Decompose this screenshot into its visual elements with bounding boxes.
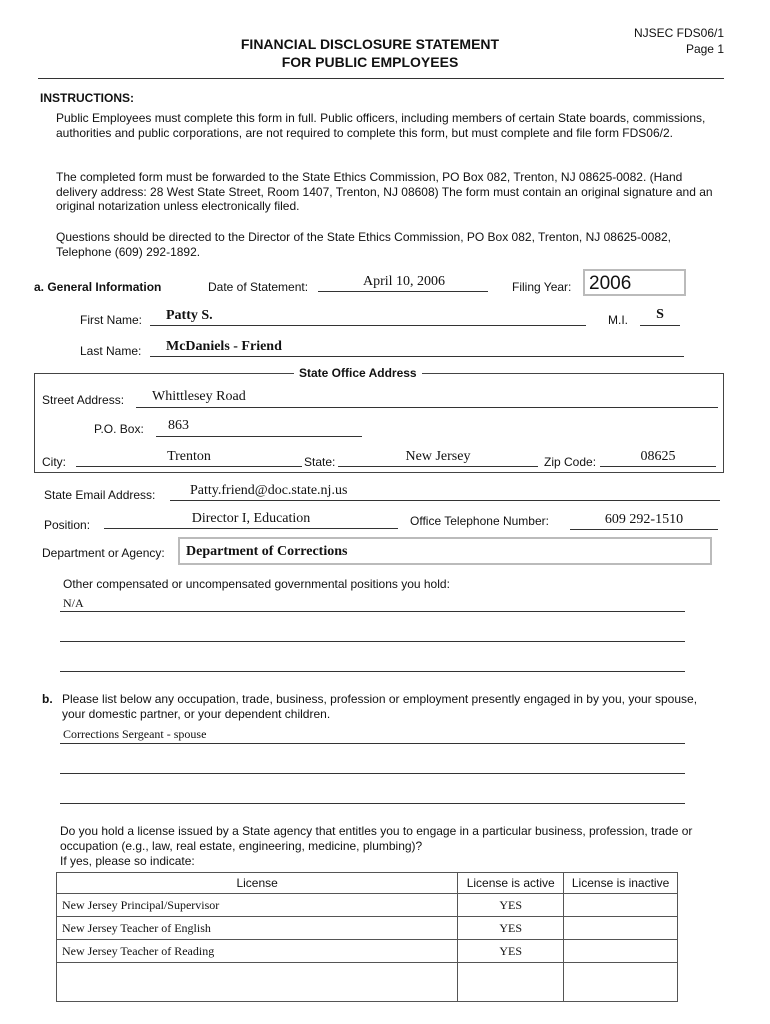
state-field[interactable]: New Jersey bbox=[405, 449, 471, 464]
license-name-cell[interactable]: New Jersey Principal/Supervisor bbox=[57, 894, 458, 917]
street-address-label: Street Address: bbox=[42, 393, 125, 407]
other-positions-line-3[interactable] bbox=[60, 671, 685, 672]
form-code: NJSEC FDS06/1 bbox=[633, 26, 724, 40]
instructions-heading: INSTRUCTIONS: bbox=[40, 91, 134, 105]
license-name-cell[interactable]: New Jersey Teacher of Reading bbox=[57, 940, 458, 963]
form-title-line1: FINANCIAL DISCLOSURE STATEMENT bbox=[240, 36, 500, 52]
mi-label: M.I. bbox=[608, 313, 628, 327]
date-of-statement-field[interactable]: April 10, 2006 bbox=[362, 274, 446, 289]
license-inactive-column-header: License is inactive bbox=[564, 873, 678, 894]
position-label: Position: bbox=[44, 518, 91, 532]
license-name-cell[interactable] bbox=[57, 963, 458, 1002]
department-field: Department of Corrections bbox=[186, 544, 348, 559]
license-active-cell[interactable] bbox=[458, 963, 564, 1002]
city-label: City: bbox=[42, 455, 66, 469]
section-a-label: a. General Information bbox=[34, 280, 162, 294]
page-number: Page 1 bbox=[685, 42, 724, 56]
office-telephone-field[interactable]: 609 292-1510 bbox=[604, 512, 684, 527]
instructions-paragraph-2: The completed form must be forwarded to the State Ethics Commission, PO Box 082, Trenton, NJ 08625-0082. (Hand delivery address: 28 West State Street, Room 1407, Trenton, NJ 08608) The form must contain an original signature and an original notarization unless electronically filed. bbox=[56, 170, 713, 213]
street-address-field[interactable]: Whittlesey Road bbox=[152, 389, 246, 404]
other-positions-field[interactable]: N/A bbox=[63, 596, 84, 610]
zip-code-label: Zip Code: bbox=[544, 455, 597, 469]
state-office-address-title: State Office Address bbox=[294, 366, 422, 380]
header-rule bbox=[38, 78, 724, 79]
zip-code-field[interactable]: 08625 bbox=[640, 449, 676, 464]
table-row bbox=[57, 894, 678, 917]
license-inactive-cell[interactable] bbox=[564, 917, 678, 940]
license-table bbox=[56, 872, 678, 1002]
license-active-column-header: License is active bbox=[458, 873, 564, 894]
mi-field[interactable]: S bbox=[656, 307, 664, 322]
first-name-field[interactable]: Patty S. bbox=[166, 308, 213, 323]
last-name-label: Last Name: bbox=[80, 344, 142, 358]
license-active-cell[interactable]: YES bbox=[458, 917, 564, 940]
license-active-cell[interactable]: YES bbox=[458, 894, 564, 917]
table-row bbox=[57, 963, 678, 1002]
table-row bbox=[57, 917, 678, 940]
position-field[interactable]: Director I, Education bbox=[191, 511, 311, 526]
department-box[interactable] bbox=[178, 537, 712, 565]
occupation-line-3[interactable] bbox=[60, 803, 685, 804]
date-of-statement-label: Date of Statement: bbox=[208, 280, 309, 294]
section-b-letter: b. bbox=[42, 692, 53, 706]
city-field[interactable]: Trenton bbox=[167, 449, 211, 464]
license-inactive-cell[interactable] bbox=[564, 940, 678, 963]
license-question: Do you hold a license issued by a State agency that entitles you to engage in a particular business, profession, trade or occupation (e.g., law, real estate, engineering, medicine, plumbing)? bbox=[60, 824, 693, 853]
license-inactive-cell[interactable] bbox=[564, 963, 678, 1002]
state-email-field[interactable]: Patty.friend@doc.state.nj.us bbox=[190, 483, 348, 498]
instructions-paragraph-1: Public Employees must complete this form in full. Public officers, including members of certain State boards, commissions, authorities and public corporations, are not required to complete this form, but must complete and file form FDS06/2. bbox=[56, 111, 706, 140]
license-question-2: If yes, please so indicate: bbox=[60, 854, 195, 868]
form-title-line2: FOR PUBLIC EMPLOYEES bbox=[281, 54, 459, 70]
occupation-line-2[interactable] bbox=[60, 773, 685, 774]
table-row bbox=[57, 940, 678, 963]
license-inactive-cell[interactable] bbox=[564, 894, 678, 917]
license-column-header: License bbox=[57, 873, 458, 894]
state-label: State: bbox=[304, 455, 336, 469]
license-name-cell[interactable]: New Jersey Teacher of English bbox=[57, 917, 458, 940]
other-positions-label: Other compensated or uncompensated governmental positions you hold: bbox=[63, 577, 450, 591]
instructions-paragraph-3: Questions should be directed to the Director of the State Ethics Commission, PO Box 082, Trenton, NJ 08625-0082, Telephone (609) 292-1892. bbox=[56, 230, 671, 259]
filing-year-box[interactable] bbox=[583, 269, 686, 296]
first-name-label: First Name: bbox=[80, 313, 143, 327]
filing-year-label: Filing Year: bbox=[512, 280, 572, 294]
office-telephone-label: Office Telephone Number: bbox=[410, 514, 549, 528]
other-positions-line-2[interactable] bbox=[60, 641, 685, 642]
department-label: Department or Agency: bbox=[42, 546, 165, 560]
state-email-label: State Email Address: bbox=[44, 488, 156, 502]
section-b-text: Please list below any occupation, trade, business, profession or employment presently engaged in by you, your spouse, your domestic partner, or your dependent children. bbox=[62, 692, 698, 721]
po-box-field[interactable]: 863 bbox=[168, 418, 189, 433]
filing-year-field: 2006 bbox=[589, 273, 632, 294]
po-box-label: P.O. Box: bbox=[94, 422, 144, 436]
license-active-cell[interactable]: YES bbox=[458, 940, 564, 963]
occupation-field[interactable]: Corrections Sergeant - spouse bbox=[63, 727, 207, 741]
last-name-field[interactable]: McDaniels - Friend bbox=[166, 339, 282, 354]
